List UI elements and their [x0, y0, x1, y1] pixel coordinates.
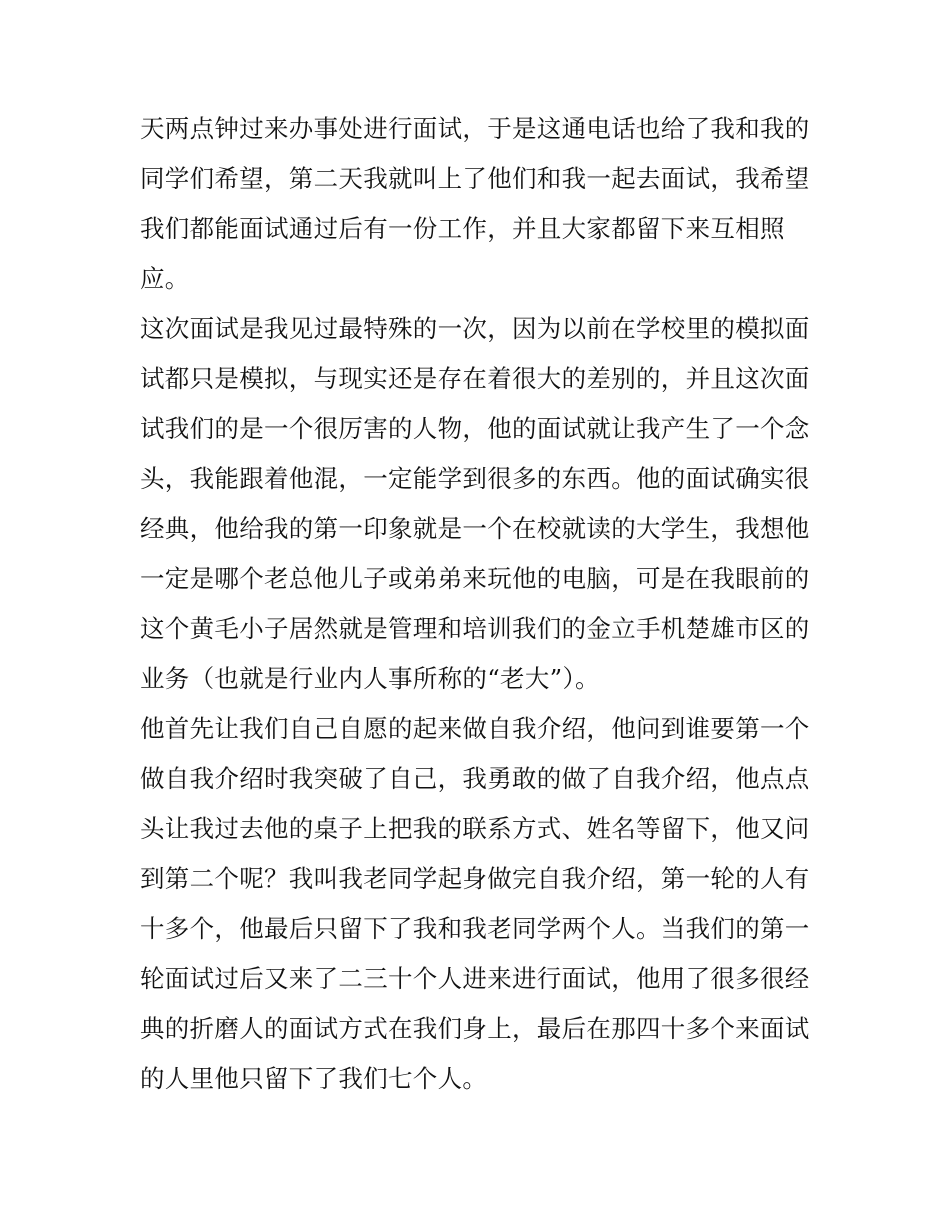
- text-line: 应。: [140, 264, 190, 293]
- text-line: 这个黄毛小子居然就是管理和培训我们的金立手机楚雄市区的: [140, 614, 810, 643]
- text-line: 一定是哪个老总他儿子或弟弟来玩他的电脑，可是在我眼前的: [140, 564, 810, 593]
- text-line: 天两点钟过来办事处进行面试，于是这通电话也给了我和我的: [140, 114, 810, 143]
- text-line: 的人里他只留下了我们七个人。: [140, 1064, 488, 1093]
- text-line: 这次面试是我见过最特殊的一次，因为以前在学校里的模拟面: [140, 314, 810, 343]
- text-line: 头让我过去他的桌子上把我的联系方式、姓名等留下，他又问: [140, 814, 810, 843]
- text-line: 同学们希望，第二天我就叫上了他们和我一起去面试，我希望: [140, 164, 810, 193]
- text-line: 试都只是模拟，与现实还是存在着很大的差别的，并且这次面: [140, 364, 810, 393]
- text-line: 典的折磨人的面试方式在我们身上，最后在那四十多个来面试: [140, 1014, 810, 1043]
- text-line: 业务（也就是行业内人事所称的“老大”）。: [140, 664, 600, 693]
- text-line: 轮面试过后又来了二三十个人进来进行面试，他用了很多很经: [140, 964, 810, 993]
- text-line: 试我们的是一个很厉害的人物，他的面试就让我产生了一个念: [140, 414, 810, 443]
- text-line: 做自我介绍时我突破了自己，我勇敢的做了自我介绍，他点点: [140, 764, 810, 793]
- body-text: [140, 104, 830, 1104]
- text-line: 他首先让我们自己自愿的起来做自我介绍，他问到谁要第一个: [140, 714, 810, 743]
- text-line: 我们都能面试通过后有一份工作，并且大家都留下来互相照: [140, 214, 785, 243]
- text-line: 十多个，他最后只留下了我和我老同学两个人。当我们的第一: [140, 914, 810, 943]
- text-line: 头，我能跟着他混，一定能学到很多的东西。他的面试确实很: [140, 464, 810, 493]
- text-line: 到第二个呢？我叫我老同学起身做完自我介绍，第一轮的人有: [140, 864, 810, 893]
- text-line: 经典，他给我的第一印象就是一个在校就读的大学生，我想他: [140, 514, 810, 543]
